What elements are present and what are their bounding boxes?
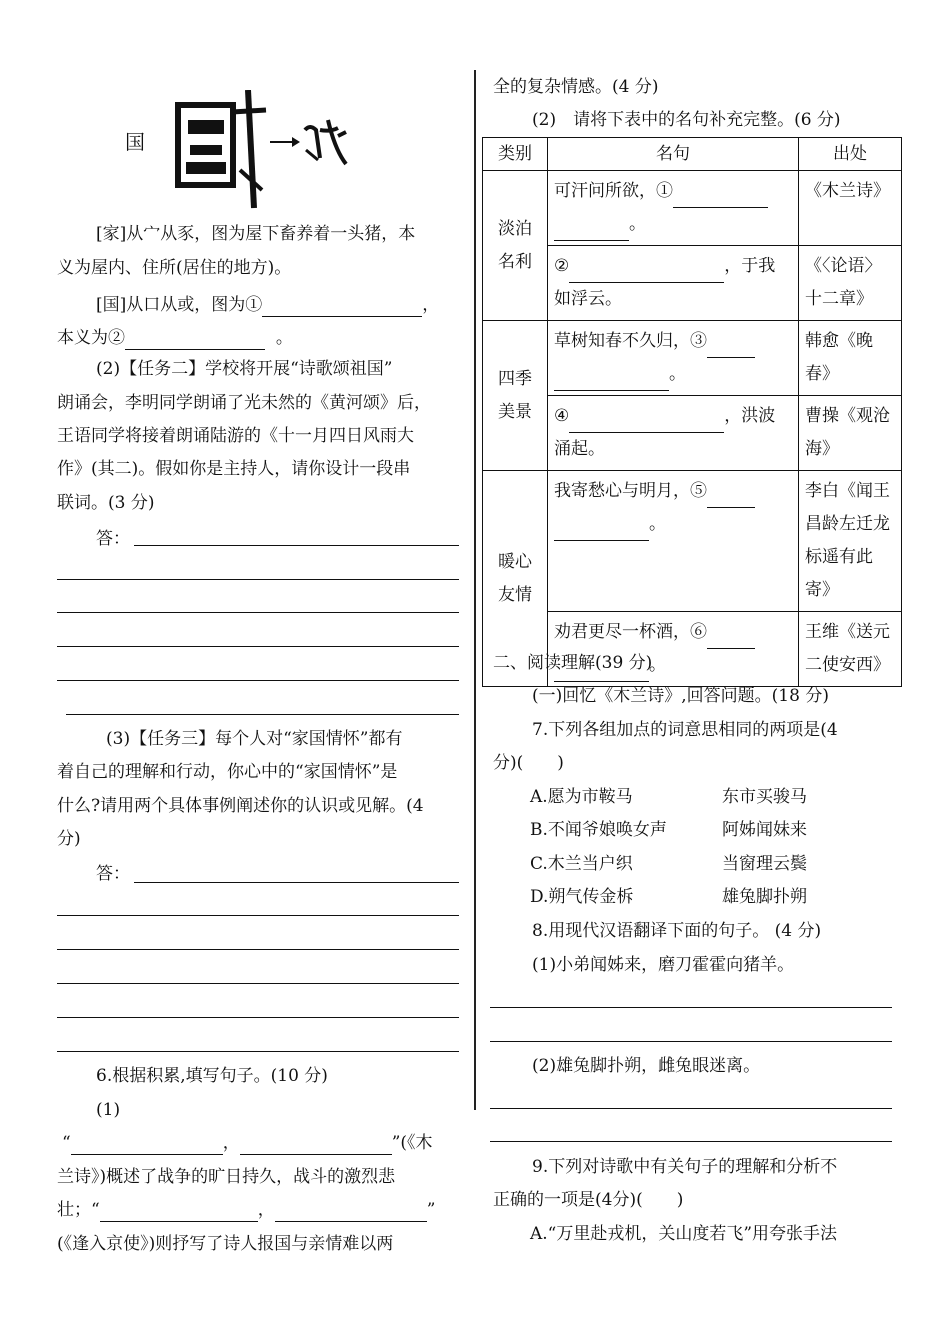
source-cell: 曹操《观沧海》	[799, 396, 902, 471]
blank-5[interactable]	[707, 489, 755, 508]
guo-blank-1[interactable]	[262, 298, 422, 317]
jia-explanation-line2: 义为屋内、住所(居住的地方)。	[57, 258, 292, 278]
category-cell	[483, 321, 548, 471]
task2-line3: 王语同学将接着朗诵陆游的《十一月四日风雨大	[57, 426, 414, 446]
table-row	[483, 171, 902, 246]
source-cell: 王维《送元二使安西》	[799, 612, 902, 687]
line-text-end: 。	[629, 214, 646, 234]
source-cell: 李白《闻王昌龄左迁龙标遥有此寄》	[799, 471, 902, 612]
blank-3-cont[interactable]	[554, 372, 669, 391]
task2-answer-line[interactable]	[57, 646, 459, 647]
q7-option-a-pair: 东市买骏马	[722, 787, 807, 807]
line-text: 可汗问所欲，①	[554, 181, 673, 201]
task2-answer-line[interactable]	[66, 714, 459, 715]
task2-answer-line[interactable]	[57, 680, 459, 681]
q7-option-d: D.朔气传金柝	[530, 887, 634, 907]
task3-answer-label: 答：	[96, 864, 130, 884]
task2-answer-line[interactable]	[57, 579, 459, 580]
q7-option-c-pair: 当窗理云鬓	[722, 854, 807, 874]
q6-blank-1[interactable]	[71, 1136, 223, 1155]
blank-3[interactable]	[707, 339, 755, 358]
task3-answer-line[interactable]	[134, 882, 459, 883]
q7-option-c: C.木兰当户织	[530, 854, 633, 874]
ancient-guo-glyph-image	[170, 90, 350, 210]
q7-option-b: B.不闻爷娘唤女声	[530, 820, 667, 840]
line-text: 劝君更尽一杯酒，⑥	[554, 622, 707, 642]
task3-answer-line[interactable]	[57, 1051, 459, 1052]
source-cell: 《〈论语〉十二章》	[799, 246, 902, 321]
blank-1[interactable]	[673, 189, 768, 208]
q6-blank-2[interactable]	[240, 1136, 392, 1155]
guo-text-2a: 本义为②	[57, 328, 125, 348]
guo-explanation-line2	[57, 326, 293, 350]
q7-line1: 7.下列各组加点的词意思相同的两项是(4	[532, 720, 838, 740]
q6-blank-4[interactable]	[275, 1203, 427, 1222]
line-text-end: 。	[669, 364, 686, 384]
section2-title: 二、阅读理解(39 分)	[493, 653, 653, 673]
continued-text: 全的复杂情感。(4 分)	[493, 77, 659, 97]
line-cell	[548, 321, 799, 396]
jia-explanation-line1: [家]从宀从豕，图为屋下畜养着一头猪，本	[96, 224, 416, 244]
category-label: 暖心友情	[498, 551, 532, 605]
guo-text-b: ，	[422, 295, 440, 315]
q6-part2-title: (2) 请将下表中的名句补充完整。(6 分)	[532, 110, 841, 130]
q6-line2: 兰诗》)概述了战争的旷日持久，战斗的激烈悲	[57, 1167, 396, 1187]
q7-option-b-pair: 阿姊闻妹来	[722, 820, 807, 840]
task2-line5: 联词。(3 分)	[57, 493, 155, 513]
q9-line1: 9.下列对诗歌中有关句子的理解和分析不	[532, 1157, 838, 1177]
line-text-end: ，洪波涌起。	[554, 406, 776, 459]
line-cell	[548, 396, 799, 471]
header-source: 出处	[799, 138, 902, 171]
guo-explanation-line1	[96, 293, 439, 317]
task2-line2: 朗诵会，李明同学朗诵了光未然的《黄河颂》后，	[57, 393, 431, 413]
line-cell	[548, 246, 799, 321]
category-label: 四季美景	[498, 368, 532, 422]
q6-line1	[62, 1131, 433, 1155]
q8-answer-line[interactable]	[490, 1007, 892, 1008]
line-cell	[548, 471, 799, 612]
q8-answer-line[interactable]	[490, 1141, 892, 1142]
task2-line4: 作》(其二)。假如你是主持人，请你设计一段串	[57, 459, 411, 479]
q9-line2: 正确的一项是(4分)( )	[493, 1190, 684, 1210]
q6-line3-prefix: 壮；“	[57, 1200, 100, 1220]
column-divider	[474, 70, 476, 1110]
q6-blank-3[interactable]	[100, 1203, 258, 1222]
header-category: 类别	[483, 138, 548, 171]
task3-line3: 什么?请用两个具体事例阐述你的认识或见解。(4	[57, 796, 424, 816]
task3-line1: (3)【任务三】每个人对“家国情怀”都有	[106, 729, 403, 749]
table-header-row	[483, 138, 902, 171]
q6-part1-label: (1)	[96, 1100, 121, 1120]
task3-line2: 着自己的理解和行动，你心中的“家国情怀”是	[57, 762, 398, 782]
q8-title: 8.用现代汉语翻译下面的句子。 (4 分)	[532, 921, 822, 941]
q6-line3	[57, 1198, 435, 1222]
q8-answer-line[interactable]	[490, 1041, 892, 1042]
blank-6[interactable]	[707, 630, 755, 649]
task3-answer-line[interactable]	[57, 949, 459, 950]
table-row	[483, 321, 902, 396]
task2-line1: (2)【任务二】学校将开展“诗歌颂祖国”	[96, 359, 393, 379]
q8-answer-line[interactable]	[490, 1108, 892, 1109]
source-cell: 韩愈《晚春》	[799, 321, 902, 396]
line-text-end: 。	[649, 655, 666, 675]
table-row	[483, 471, 902, 612]
q7-line2: 分)( )	[493, 753, 564, 773]
q8-sentence1: (1)小弟闻姊来，磨刀霍霍向猪羊。	[532, 955, 795, 975]
line-text-end: 。	[649, 514, 666, 534]
line-text: 我寄愁心与明月，⑤	[554, 481, 707, 501]
line-cell	[548, 171, 799, 246]
famous-lines-table	[482, 137, 902, 687]
blank-5-cont[interactable]	[554, 522, 649, 541]
line-text: 草树知春不久归，③	[554, 331, 707, 351]
task2-answer-label: 答：	[96, 529, 130, 549]
category-label: 淡泊名利	[498, 218, 532, 272]
quote-close: ”	[426, 1200, 436, 1220]
task2-answer-line[interactable]	[57, 612, 459, 613]
blank-1-cont[interactable]	[554, 222, 629, 241]
quote-open: “	[62, 1133, 71, 1153]
comma: ，	[222, 1133, 240, 1153]
q6-line4: (《逢入京使》)则抒写了诗人报国与亲情难以两	[57, 1234, 394, 1254]
q7-option-a: A.愿为市鞍马	[530, 787, 633, 807]
task3-answer-line[interactable]	[57, 1017, 459, 1018]
section2-subtitle: (一)回忆《木兰诗》,回答问题。(18 分)	[532, 686, 829, 706]
task3-answer-line[interactable]	[57, 915, 459, 916]
glyph-label: 国	[125, 130, 145, 154]
task2-answer-line[interactable]	[134, 545, 459, 546]
source-cell: 《木兰诗》	[799, 171, 902, 246]
line-text: ④	[554, 406, 570, 426]
comma: ，	[257, 1200, 275, 1220]
header-line: 名句	[548, 138, 799, 171]
category-cell	[483, 171, 548, 321]
guo-text-a: [国]从口从或，图为①	[96, 295, 263, 315]
line-cell	[548, 612, 799, 687]
quote-close-source: ”(《木	[391, 1133, 433, 1153]
line-text-end: ，于我如浮云。	[554, 256, 776, 309]
blank-4[interactable]	[569, 414, 724, 433]
guo-text-2b: 。	[275, 328, 293, 348]
q6-title: 6.根据积累,填写句子。(10 分)	[96, 1066, 328, 1086]
line-text: ②	[554, 256, 570, 276]
task3-answer-line[interactable]	[57, 983, 459, 984]
guo-blank-2[interactable]	[125, 331, 265, 350]
task3-line4: 分)	[57, 829, 81, 849]
q9-option-a: A.“万里赴戎机，关山度若飞”用夸张手法	[530, 1224, 838, 1244]
blank-2[interactable]	[569, 264, 724, 283]
q8-sentence2: (2)雄兔脚扑朔，雌兔眼迷离。	[532, 1056, 761, 1076]
q7-option-d-pair: 雄兔脚扑朔	[722, 887, 807, 907]
